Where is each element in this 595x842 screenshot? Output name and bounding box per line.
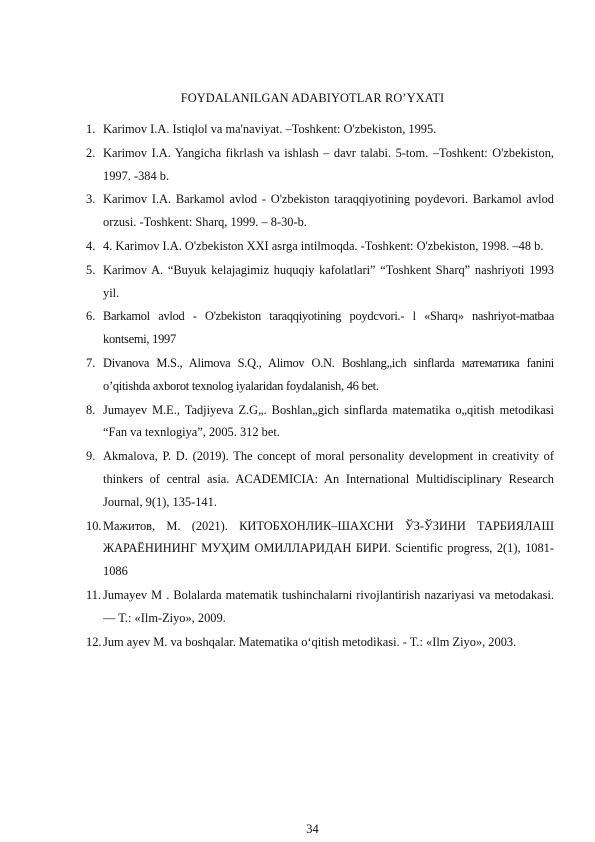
reference-text: Divanova M.S., Alimova S.Q., Alimov O.N. Boshlang„ich sinflarda математика fanini o’qitishda axborot texnolog iyalaridan foydalanish, 46 bet.	[103, 355, 554, 393]
page-title: FOYDALANILGAN ADABIYOTLAR RO’YXATI	[180, 91, 445, 105]
reference-item	[86, 584, 554, 630]
reference-list	[86, 118, 554, 654]
reference-item	[86, 352, 554, 398]
reference-text: Barkamol avlod - O'zbekiston taraqqiyotining poydcvori.- l «Sharq» nashriyot-matbaa kontsemi, 1997	[103, 309, 554, 347]
reference-item	[86, 118, 554, 141]
reference-item	[86, 305, 554, 351]
reference-text: Akmalova, P. D. (2019). The concept of moral personality development in creativity of thinkers of central asia. ACADEMICIA: An International Multidisciplinary Research Journal, 9(1), 135-141.	[103, 449, 554, 509]
reference-item	[86, 399, 554, 445]
reference-text: Karimov A. “Buyuk kelajagimiz huquqiy kafolatlari” “Toshkent Sharq” nashriyoti 1993 yil.	[103, 262, 554, 300]
reference-item	[86, 445, 554, 513]
reference-item	[86, 188, 554, 234]
reference-text: Jum ayev M. va boshqalar. Matematika o‘qitish metodikasi. - T.: «Ilm Ziyo», 2003.	[103, 634, 517, 649]
reference-text: Jumayev M.E., Tadjiyeva Z.G„. Boshlan„gich sinflarda matematika o„qitish metodikasi “Fan va texnlogiya”, 2005. 312 bet.	[103, 402, 554, 440]
reference-text: Karimov I.A. Yangicha fikrlash va ishlash – davr talabi. 5-tom. –Toshkent: O'zbekiston, 1997. -384 b.	[103, 145, 554, 183]
reference-item	[86, 631, 554, 654]
reference-number: 9.	[86, 449, 96, 464]
reference-number: 5.	[86, 262, 96, 277]
reference-item	[86, 259, 554, 305]
reference-number: 4.	[86, 238, 96, 253]
reference-number: 11.	[86, 587, 102, 602]
reference-number: 2.	[86, 145, 96, 160]
reference-item	[86, 515, 554, 583]
reference-number: 3.	[86, 192, 96, 207]
reference-item	[86, 142, 554, 188]
reference-text: 4. Karimov I.A. O'zbekiston XXI asrga intilmoqda. -Toshkent: O'zbekiston, 1998. –48 b.	[103, 238, 544, 253]
reference-number: 1.	[86, 122, 96, 136]
reference-text: Karimov I.A. Barkamol avlod - O'zbekiston taraqqiyotining poydevori. Barkamol avlod orzusi. -Toshkent: Sharq, 1999. – 8-30-b.	[103, 192, 554, 230]
reference-number: 12.	[86, 634, 102, 649]
reference-text: Jumayev M . Bolalarda matematik tushinchalarni rivojlantirish nazariyasi va metodakasi. — T.: «Ilm-Ziyo», 2009.	[103, 587, 554, 625]
reference-number: 6.	[86, 309, 96, 324]
reference-text: Karimov I.A. Istiqlol va ma'naviyat. –Toshkent: O'zbekiston, 1995.	[103, 122, 437, 136]
reference-number: 7.	[86, 355, 96, 370]
page-number: 34	[306, 822, 319, 836]
reference-item	[86, 235, 554, 258]
reference-text: Мажитов, М. (2021). КИТОБХОНЛИК–ШАХСНИ ЎЗ-ЎЗИНИ ТАРБИЯЛАШ ЖАРАЁНИНИНГ МУҲИМ ОМИЛЛАРИДАН БИРИ. Scientific progress, 2(1), 1081-1086	[103, 518, 554, 579]
reference-number: 8.	[86, 402, 96, 417]
reference-number: 10.	[86, 518, 102, 533]
